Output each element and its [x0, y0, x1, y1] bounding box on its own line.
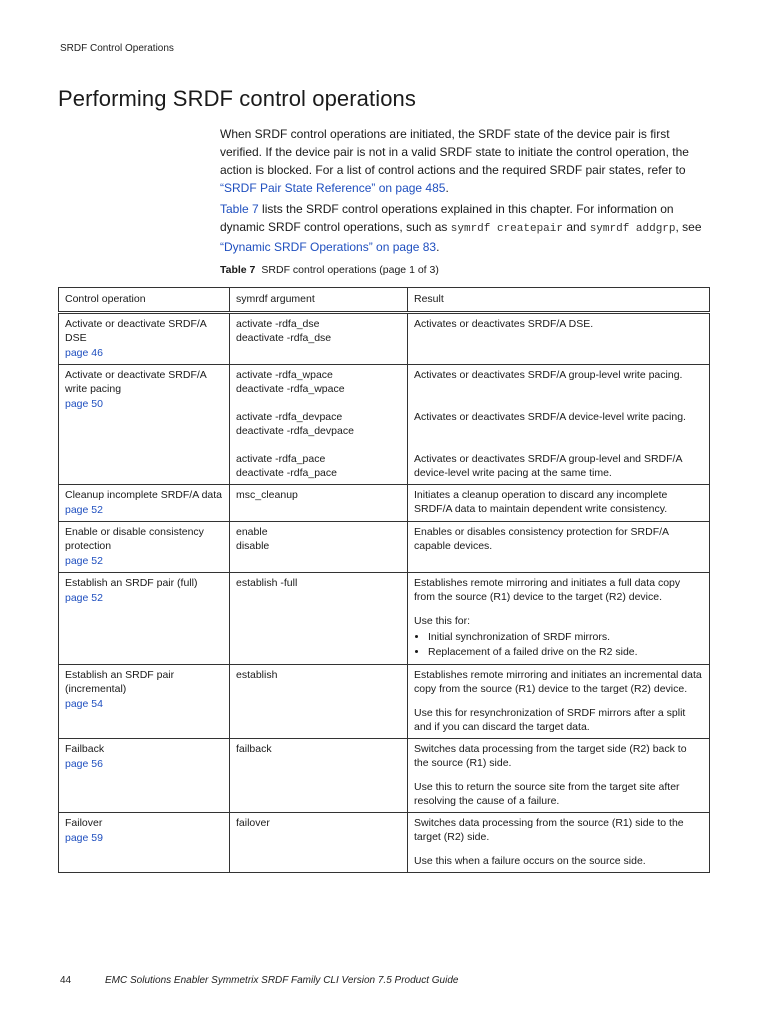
- cell-result: [408, 813, 710, 873]
- result-text: Use this when a failure occurs on the source side.: [414, 855, 646, 867]
- operation-name: Establish an SRDF pair (full): [65, 577, 198, 589]
- result-text: Use this for:: [414, 615, 471, 627]
- pair-state-reference-link[interactable]: “SRDF Pair State Reference” on page 485: [220, 181, 446, 195]
- symrdf-argument: deactivate -rdfa_devpace: [236, 425, 354, 437]
- result-bullet: • Initial synchronization of SRDF mirrors.: [428, 630, 704, 644]
- intro-p2-text-a: lists the SRDF control operations explained in this chapter. For information on dynamic SRDF control operations, such as: [220, 202, 674, 234]
- code-addgrp: symrdf addgrp: [589, 223, 676, 235]
- result-group: [414, 525, 704, 553]
- page-link[interactable]: page 50: [65, 398, 103, 410]
- cell-result: [408, 739, 710, 813]
- cell-result: [408, 573, 710, 665]
- result-bullet-list: [414, 630, 704, 659]
- result-group: [414, 317, 704, 345]
- table-row: [59, 739, 710, 813]
- page-link[interactable]: page 56: [65, 758, 103, 770]
- table-row: [59, 573, 710, 665]
- cell-result: [408, 485, 710, 522]
- table-row: [59, 813, 710, 873]
- cell-symrdf-argument: [230, 522, 408, 573]
- cell-result: [408, 665, 710, 739]
- result-group: [414, 576, 704, 659]
- header-symrdf-argument: symrdf argument: [230, 288, 408, 313]
- argument-group: [236, 410, 402, 442]
- argument-group: [236, 525, 402, 553]
- symrdf-argument: activate -rdfa_wpace: [236, 369, 333, 381]
- result-text: Activates or deactivates SRDF/A group-level write pacing.: [414, 369, 683, 381]
- page-link[interactable]: page 52: [65, 504, 103, 516]
- result-text: Use this to return the source site from the target site after resolving the cause of a failure.: [414, 781, 680, 807]
- page-link[interactable]: page 52: [65, 555, 103, 567]
- symrdf-argument: deactivate -rdfa_dse: [236, 332, 332, 344]
- symrdf-argument: enable: [236, 526, 268, 538]
- header-control-operation: Control operation: [59, 288, 230, 313]
- argument-group: [236, 488, 402, 516]
- result-text: Switches data processing from the target side (R2) back to the source (R1) side.: [414, 743, 687, 769]
- cell-control-operation: [59, 522, 230, 573]
- symrdf-argument: activate -rdfa_pace: [236, 453, 326, 465]
- result-group: [414, 742, 704, 808]
- cell-control-operation: [59, 739, 230, 813]
- result-group: [414, 368, 704, 400]
- cell-control-operation: [59, 573, 230, 665]
- result-group: [414, 410, 704, 442]
- result-text: Establishes remote mirroring and initiates an incremental data copy from the source (R1) device to the target (R2) device.: [414, 669, 702, 695]
- page-link[interactable]: page 46: [65, 347, 103, 359]
- operation-name: Enable or disable consistency protection: [65, 526, 204, 552]
- symrdf-argument: failover: [236, 817, 270, 829]
- cell-symrdf-argument: [230, 365, 408, 485]
- footer-doc-title: EMC Solutions Enabler Symmetrix SRDF Family CLI Version 7.5 Product Guide: [105, 975, 459, 986]
- table-caption: [220, 264, 439, 276]
- result-group: [414, 816, 704, 868]
- cell-control-operation: [59, 313, 230, 365]
- argument-group: [236, 816, 402, 844]
- table-body: [59, 313, 710, 873]
- page-link[interactable]: page 54: [65, 698, 103, 710]
- page-link[interactable]: page 59: [65, 832, 103, 844]
- operation-name: Failover: [65, 817, 103, 829]
- intro-p2-text-c: , see: [675, 220, 702, 234]
- intro-p2-text-b: and: [562, 220, 590, 234]
- operation-name: Activate or deactivate SRDF/A DSE: [65, 318, 207, 344]
- argument-group: [236, 368, 402, 400]
- running-header: SRDF Control Operations: [60, 43, 174, 54]
- cell-control-operation: [59, 485, 230, 522]
- result-group: [414, 452, 704, 480]
- result-text: Activates or deactivates SRDF/A device-level write pacing.: [414, 411, 686, 423]
- cell-result: [408, 365, 710, 485]
- symrdf-argument: establish: [236, 669, 278, 681]
- cell-symrdf-argument: [230, 573, 408, 665]
- page-title: Performing SRDF control operations: [58, 86, 416, 111]
- result-text: Initiates a cleanup operation to discard any incomplete SRDF/A data to maintain dependent write consistency.: [414, 489, 668, 515]
- symrdf-argument: failback: [236, 743, 272, 755]
- cell-symrdf-argument: [230, 313, 408, 365]
- argument-group: [236, 668, 402, 714]
- code-createpair: symrdf createpair: [450, 223, 563, 235]
- symrdf-argument: activate -rdfa_dse: [236, 318, 320, 330]
- result-text: Establishes remote mirroring and initiates a full data copy from the source (R1) device to the target (R2) device.: [414, 577, 681, 603]
- page-link[interactable]: page 52: [65, 592, 103, 604]
- table-header-row: [59, 288, 710, 313]
- cell-result: [408, 522, 710, 573]
- table-caption-text: SRDF control operations (page 1 of 3): [261, 264, 439, 276]
- symrdf-argument: deactivate -rdfa_wpace: [236, 383, 345, 395]
- operation-name: Establish an SRDF pair (incremental): [65, 669, 175, 695]
- table-row: [59, 313, 710, 365]
- argument-group: [236, 452, 402, 480]
- table-row: [59, 485, 710, 522]
- cell-symrdf-argument: [230, 813, 408, 873]
- footer-page-number: 44: [60, 975, 72, 986]
- result-text: Use this for resynchronization of SRDF mirrors after a split and if you can discard the target data.: [414, 707, 686, 733]
- dynamic-srdf-operations-link[interactable]: “Dynamic SRDF Operations” on page 83: [220, 240, 437, 254]
- argument-group: [236, 576, 402, 612]
- result-text: Enables or disables consistency protection for SRDF/A capable devices.: [414, 526, 669, 552]
- table-caption-label: Table 7: [220, 264, 256, 276]
- table-row: [59, 365, 710, 485]
- table-row: [59, 522, 710, 573]
- cell-control-operation: [59, 665, 230, 739]
- symrdf-argument: disable: [236, 540, 270, 552]
- intro-paragraph-1: [220, 125, 710, 197]
- srdf-control-operations-table: [58, 287, 710, 873]
- header-result: Result: [408, 288, 710, 313]
- symrdf-argument: activate -rdfa_devpace: [236, 411, 343, 423]
- argument-group: [236, 317, 402, 345]
- result-text: Activates or deactivates SRDF/A group-level and SRDF/A device-level write pacing at the same time.: [414, 453, 682, 479]
- symrdf-argument: deactivate -rdfa_pace: [236, 467, 337, 479]
- table-row: [59, 665, 710, 739]
- cell-symrdf-argument: [230, 665, 408, 739]
- symrdf-argument: establish -full: [236, 577, 298, 589]
- operation-name: Cleanup incomplete SRDF/A data: [65, 489, 223, 501]
- intro-paragraph-2: [220, 200, 710, 256]
- argument-group: [236, 742, 402, 770]
- operation-name: Activate or deactivate SRDF/A write pacing: [65, 369, 207, 395]
- cell-control-operation: [59, 813, 230, 873]
- intro-p1-end: .: [445, 181, 449, 195]
- result-group: [414, 668, 704, 734]
- operation-name: Failback: [65, 743, 105, 755]
- page-footer: [60, 975, 458, 986]
- intro-p2-end: .: [436, 240, 440, 254]
- result-text: Activates or deactivates SRDF/A DSE.: [414, 318, 594, 330]
- cell-symrdf-argument: [230, 739, 408, 813]
- table-7-link[interactable]: Table 7: [220, 202, 259, 216]
- symrdf-argument: msc_cleanup: [236, 489, 298, 501]
- result-text: Switches data processing from the source (R1) side to the target (R2) side.: [414, 817, 684, 843]
- cell-result: [408, 313, 710, 365]
- result-group: [414, 488, 704, 516]
- result-bullet: • Replacement of a failed drive on the R2 side.: [428, 645, 704, 659]
- intro-p1-text: When SRDF control operations are initiated, the SRDF state of the device pair is first verified. If the device pair is not in a valid SRDF state to initiate the control operation, the action is blocked. For a list of control actions and the required SRDF pair states, refer to: [220, 127, 689, 177]
- cell-control-operation: [59, 365, 230, 485]
- cell-symrdf-argument: [230, 485, 408, 522]
